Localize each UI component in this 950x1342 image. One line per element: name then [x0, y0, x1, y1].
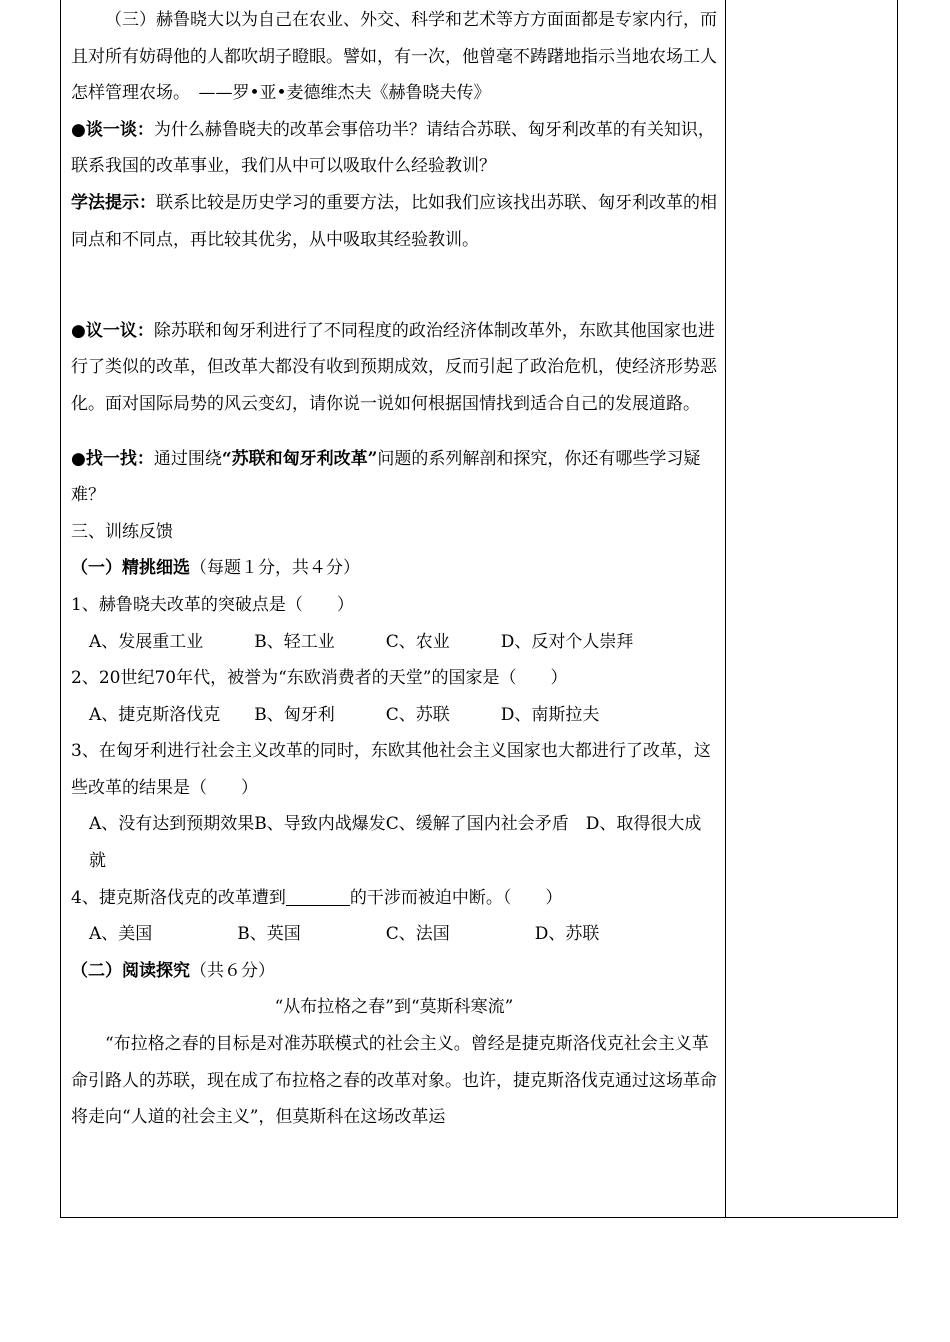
section-heading: 三、训练反馈 — [71, 521, 173, 542]
talk-section — [71, 112, 717, 185]
question-4-pre: 4、捷克斯洛伐克的改革遭到 — [71, 887, 286, 908]
material-paragraph-3: （三）赫鲁晓大以为自己在农业、外交、科学和艺术等方方面面都是专家内行，而且对所有妨碍他的人都吹胡子瞪眼。譬如，有一次，他曾毫不踌躇地指示当地农场工人怎样管理农场。 ——罗•亚•麦德维杰夫《赫鲁晓夫传》 — [71, 10, 717, 104]
spacer — [71, 258, 717, 295]
question-4 — [71, 880, 717, 917]
tip-label: 学法提示： — [71, 192, 156, 213]
question-3: 3、在匈牙利进行社会主义改革的同时，东欧其他社会主义国家也大都进行了改革，这些改革的结果是（ ） — [71, 741, 711, 798]
layout-table — [60, 0, 898, 1218]
find-bold: “苏联和匈牙利改革” — [221, 448, 378, 469]
question-2-options: A、捷克斯洛伐克 B、匈牙利 C、苏联 D、南斯拉夫 — [89, 704, 600, 725]
part2-heading — [71, 953, 717, 990]
answer-blank[interactable] — [286, 888, 350, 906]
main-cell — [71, 2, 717, 1136]
question-1-options: A、发展重工业 B、轻工业 C、农业 D、反对个人崇拜 — [89, 631, 634, 652]
tip-section — [71, 185, 717, 258]
part1-note: （每题１分，共４分） — [190, 558, 360, 579]
question-4-options: A、美国 B、英国 C、法国 D、苏联 — [89, 924, 600, 945]
discuss-text: 除苏联和匈牙利进行了不同程度的政治经济体制改革外，东欧其他国家也进行了类似的改革，但改革大都没有收到预期成效，反而引起了政治危机，使经济形势恶化。面对国际局势的风云变幻，请你说一说如何根据国情找到适合自己的发展道路。 — [71, 320, 717, 414]
question-2: 2、20世纪70年代，被誉为“东欧消费者的天堂”的国家是（ ） — [71, 668, 568, 689]
find-post: 问题的系列解剖和探究，你还有哪些学习疑难？ — [71, 448, 701, 506]
find-section — [71, 441, 717, 514]
question-3-options: A、没有达到预期效果B、导致内战爆发C、缓解了国内社会矛盾 D、取得很大成就 — [89, 814, 702, 872]
column-divider — [725, 0, 726, 1217]
spacer — [71, 423, 717, 441]
find-label: ●找一找： — [71, 448, 154, 469]
discuss-label: ●议一议： — [71, 320, 154, 341]
talk-label: ●谈一谈： — [71, 119, 154, 140]
part1-label: （一）精挑细选 — [71, 558, 190, 579]
find-pre: 通过围绕 — [153, 448, 222, 469]
part2-label: （二）阅读探究 — [71, 960, 190, 981]
question-4-post: 的干涉而被迫中断。（ ） — [349, 887, 563, 908]
part2-note: （共６分） — [190, 960, 275, 981]
tip-text: 联系比较是历史学习的重要方法，比如我们应该找出苏联、匈牙利改革的相同点和不同点，再比较其优劣，从中吸取其经验教训。 — [71, 192, 717, 250]
question-1: 1、赫鲁晓夫改革的突破点是（ ） — [71, 594, 354, 615]
reading-title: “从布拉格之春”到“莫斯科寒流” — [274, 997, 514, 1018]
part1-heading — [71, 550, 717, 587]
reading-text: “布拉格之春的目标是对准苏联模式的社会主义。曾经是捷克斯洛伐克社会主义革命引路人的苏联，现在成了布拉格之春的改革对象。也许，捷克斯洛伐克通过这场革命将走向“人道的社会主义”，但莫斯科在这场改革运 — [71, 1034, 717, 1128]
talk-text: 为什么赫鲁晓夫的改革会事倍功半？请结合苏联、匈牙利改革的有关知识，联系我国的改革事业，我们从中可以吸取什么经验教训？ — [71, 119, 715, 177]
discuss-section — [71, 313, 717, 423]
spacer — [71, 295, 717, 313]
